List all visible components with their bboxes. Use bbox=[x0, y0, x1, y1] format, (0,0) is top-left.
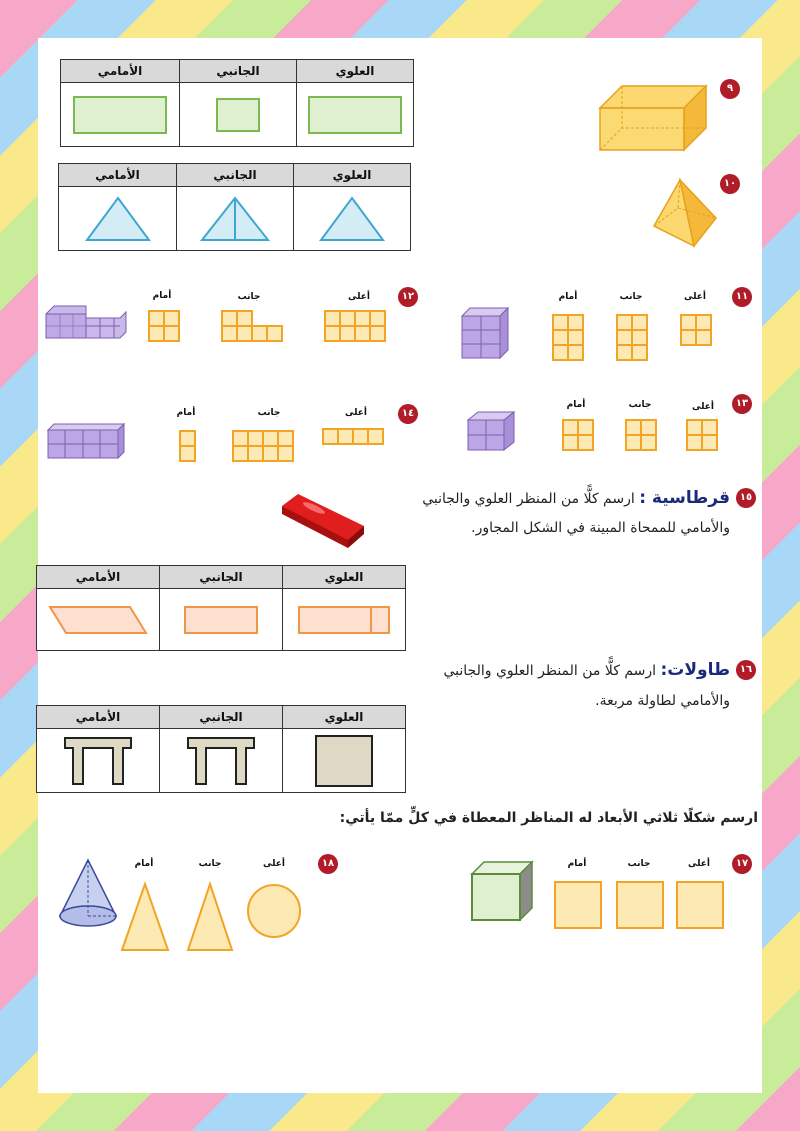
question-15-text: ارسم كلًّا من المنظر العلوي والجانبي bbox=[422, 491, 640, 507]
side-view-triangle bbox=[186, 882, 234, 952]
front-view-cell bbox=[61, 83, 180, 147]
question-16-line-1 bbox=[443, 660, 730, 680]
label-front: أمام bbox=[558, 292, 578, 302]
top-view-cell bbox=[283, 729, 406, 793]
side-view-cell bbox=[180, 83, 297, 147]
label-side: جانب bbox=[237, 292, 261, 302]
label-side: جانب bbox=[619, 292, 643, 302]
header-side: الجانبي bbox=[180, 60, 297, 83]
cube-icon bbox=[470, 860, 540, 922]
header-front: الأمامي bbox=[59, 164, 177, 187]
header-front: الأمامي bbox=[37, 566, 160, 589]
side-view-grid bbox=[616, 314, 650, 362]
top-view-square bbox=[676, 881, 724, 929]
question-15-line-2: والأمامي للممحاة المبينة في الشكل المجاور. bbox=[471, 520, 730, 536]
top-view-cell bbox=[297, 83, 414, 147]
front-view-grid bbox=[148, 310, 180, 344]
side-view-grid bbox=[625, 419, 659, 453]
label-side: جانب bbox=[257, 408, 281, 418]
side-view-cell bbox=[160, 729, 283, 793]
label-side: جانب bbox=[198, 859, 222, 869]
views-table-q16 bbox=[36, 705, 406, 793]
label-top: أعلى bbox=[691, 402, 714, 412]
cube-stack-icon bbox=[46, 296, 130, 342]
pyramid-icon bbox=[650, 178, 720, 250]
label-top: أعلى bbox=[687, 859, 710, 869]
front-view-cell bbox=[59, 187, 177, 251]
cone-icon bbox=[58, 858, 120, 930]
label-side: جانب bbox=[628, 400, 652, 410]
header-side: الجانبي bbox=[160, 706, 283, 729]
side-view-grid bbox=[221, 310, 283, 344]
question-number-9: ٩ bbox=[720, 79, 740, 99]
label-front: أمام bbox=[176, 408, 196, 418]
top-view-cell bbox=[283, 589, 406, 651]
question-number-17: ١٧ bbox=[732, 854, 752, 874]
front-view-grid bbox=[562, 419, 596, 453]
label-front: أمام bbox=[152, 291, 172, 301]
header-top: العلوي bbox=[283, 706, 406, 729]
header-front: الأمامي bbox=[37, 706, 160, 729]
front-view-grid bbox=[179, 430, 197, 464]
question-number-16: ١٦ bbox=[736, 660, 756, 680]
top-view-circle bbox=[246, 882, 302, 940]
side-view-cell bbox=[177, 187, 294, 251]
side-view-square bbox=[616, 881, 664, 929]
eraser-icon bbox=[278, 490, 368, 550]
top-view-cell bbox=[294, 187, 411, 251]
question-16-line-2: والأمامي لطاولة مربعة. bbox=[595, 693, 730, 709]
cube-tower-icon bbox=[460, 306, 510, 362]
keyword-tables: طاولات: bbox=[660, 660, 730, 680]
label-front: أمام bbox=[134, 859, 154, 869]
front-view-triangle bbox=[120, 882, 170, 952]
question-number-18: ١٨ bbox=[318, 854, 338, 874]
header-top: العلوي bbox=[297, 60, 414, 83]
label-side: جانب bbox=[627, 859, 651, 869]
question-number-13: ١٣ bbox=[732, 394, 752, 414]
cube-block-icon bbox=[48, 422, 126, 460]
front-view-square bbox=[554, 881, 602, 929]
header-top: العلوي bbox=[283, 566, 406, 589]
question-number-14: ١٤ bbox=[398, 404, 418, 424]
header-side: الجانبي bbox=[160, 566, 283, 589]
rectangular-prism-icon bbox=[594, 80, 714, 160]
side-view-grid bbox=[232, 430, 296, 464]
header-top: العلوي bbox=[294, 164, 411, 187]
question-number-12: ١٢ bbox=[398, 287, 418, 307]
label-top: أعلى bbox=[683, 292, 706, 302]
header-side: الجانبي bbox=[177, 164, 294, 187]
top-view-grid bbox=[680, 314, 714, 348]
question-number-15: ١٥ bbox=[736, 488, 756, 508]
front-view-cell bbox=[37, 589, 160, 651]
question-number-11: ١١ bbox=[732, 287, 752, 307]
front-view-grid bbox=[552, 314, 586, 362]
label-front: أمام bbox=[566, 400, 586, 410]
label-top: أعلى bbox=[347, 292, 370, 302]
views-table-q10 bbox=[58, 163, 411, 251]
top-view-grid bbox=[324, 310, 386, 344]
question-16-text: ارسم كلًّا من المنظر العلوي والجانبي bbox=[443, 663, 661, 679]
views-table-q15 bbox=[36, 565, 406, 651]
views-table-q9 bbox=[60, 59, 414, 147]
keyword-stationery: قرطاسية : bbox=[639, 488, 730, 508]
top-view-grid bbox=[686, 419, 720, 453]
front-view-cell bbox=[37, 729, 160, 793]
section-instruction: ارسم شكلًا ثلاثي الأبعاد له المناظر المعطاة في كلٍّ ممّا يأتي: bbox=[339, 810, 758, 826]
question-15-line-1 bbox=[422, 488, 730, 508]
label-front: أمام bbox=[567, 859, 587, 869]
side-view-cell bbox=[160, 589, 283, 651]
header-front: الأمامي bbox=[61, 60, 180, 83]
question-number-10: ١٠ bbox=[720, 174, 740, 194]
cube-2x2-icon bbox=[466, 410, 516, 454]
worksheet-page bbox=[38, 38, 762, 1093]
label-top: أعلى bbox=[344, 408, 367, 418]
label-top: أعلى bbox=[262, 859, 285, 869]
top-view-grid bbox=[322, 428, 386, 448]
